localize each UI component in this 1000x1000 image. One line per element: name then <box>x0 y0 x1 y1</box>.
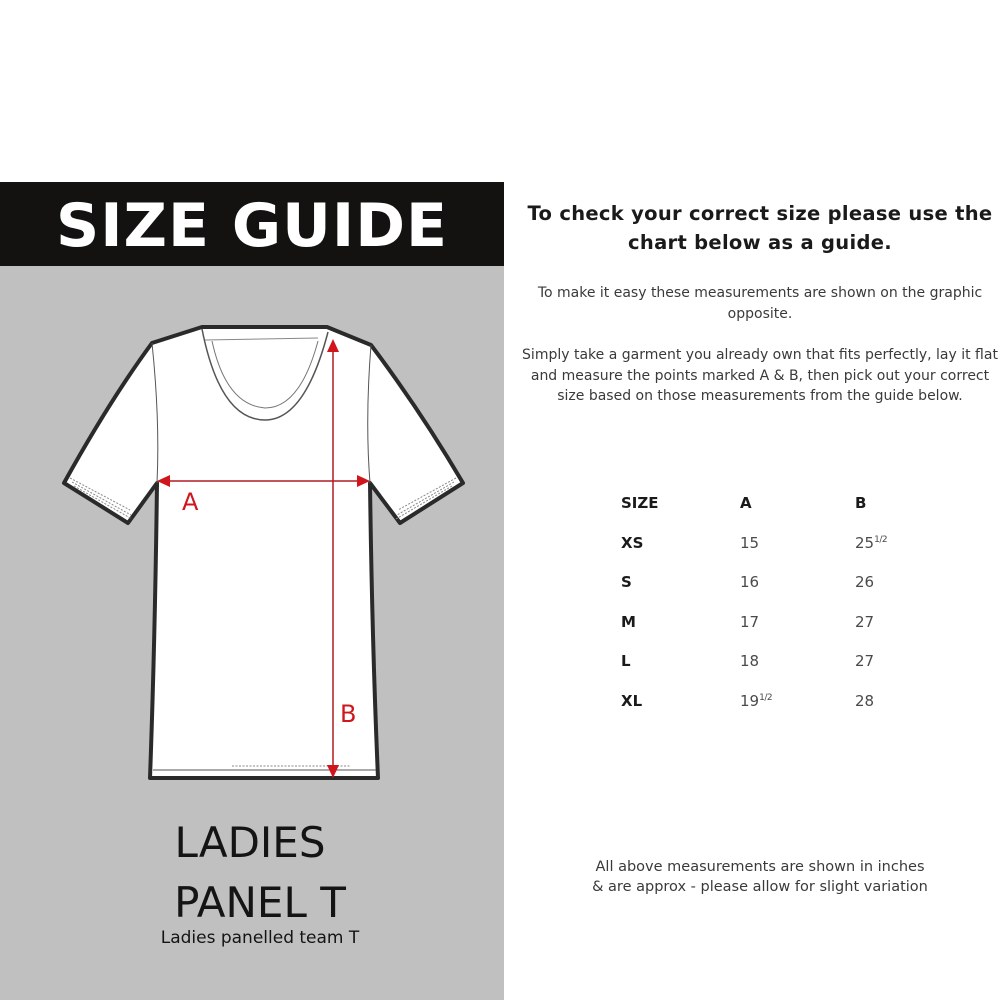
b-fraction: 1/2 <box>874 534 888 545</box>
size-cell: XS <box>621 533 644 552</box>
footnote-line-2: & are approx - please allow for slight variation <box>592 879 928 895</box>
page-title: SIZE GUIDE <box>55 191 448 261</box>
a-cell <box>740 613 855 653</box>
b-cell <box>855 573 935 613</box>
header-a: A <box>740 494 752 512</box>
header-size: SIZE <box>621 494 659 512</box>
b-cell <box>855 613 935 653</box>
size-cell: L <box>621 652 631 670</box>
product-name-line1: LADIES <box>174 818 326 867</box>
size-cell: S <box>621 573 632 591</box>
a-cell <box>740 652 855 692</box>
table-row <box>621 613 935 653</box>
b-cell <box>855 534 935 574</box>
a-value: 18 <box>740 652 760 670</box>
measurement-footnote <box>520 857 1000 897</box>
measurement-a-label: A <box>182 488 199 516</box>
product-name-line2: PANEL T <box>174 878 346 927</box>
a-value: 17 <box>740 612 760 631</box>
b-value: 25 <box>855 533 875 552</box>
size-guide-panel <box>0 182 504 1000</box>
a-value: 15 <box>740 533 760 552</box>
a-cell <box>740 573 855 613</box>
intro-heading: To check your correct size please use the chart below as a guide. <box>527 202 993 254</box>
table-row <box>621 573 935 613</box>
footnote-line-1: All above measurements are shown in inches <box>595 859 925 875</box>
tshirt-diagram <box>0 182 504 822</box>
a-value: 19 <box>740 691 760 710</box>
table-row <box>621 534 935 574</box>
b-cell <box>855 692 935 732</box>
b-value: 27 <box>855 652 875 670</box>
a-value: 16 <box>740 573 760 591</box>
size-chart-table <box>621 494 935 731</box>
table-row <box>621 692 935 732</box>
size-cell: XL <box>621 691 643 710</box>
tshirt-outline <box>64 327 463 778</box>
b-cell <box>855 652 935 692</box>
table-row <box>621 652 935 692</box>
measurement-b-label: B <box>340 700 357 728</box>
b-value: 26 <box>855 573 875 591</box>
product-subtitle: Ladies panelled team T <box>160 928 360 948</box>
a-cell <box>740 534 855 574</box>
header-b: B <box>855 494 867 512</box>
instructions-paragraph-1: To make it easy these measurements are shown on the graphic opposite. <box>537 285 983 322</box>
b-value: 28 <box>855 691 875 710</box>
size-cell: M <box>621 612 636 631</box>
instructions-paragraph-2: Simply take a garment you already own that fits perfectly, lay it flat and measure the points marked A & B, then pick out your correct size based on those measurements from the guide below. <box>522 347 998 404</box>
a-cell <box>740 692 855 732</box>
b-value: 27 <box>855 612 875 631</box>
table-header-row <box>621 494 935 534</box>
a-fraction: 1/2 <box>759 692 773 703</box>
